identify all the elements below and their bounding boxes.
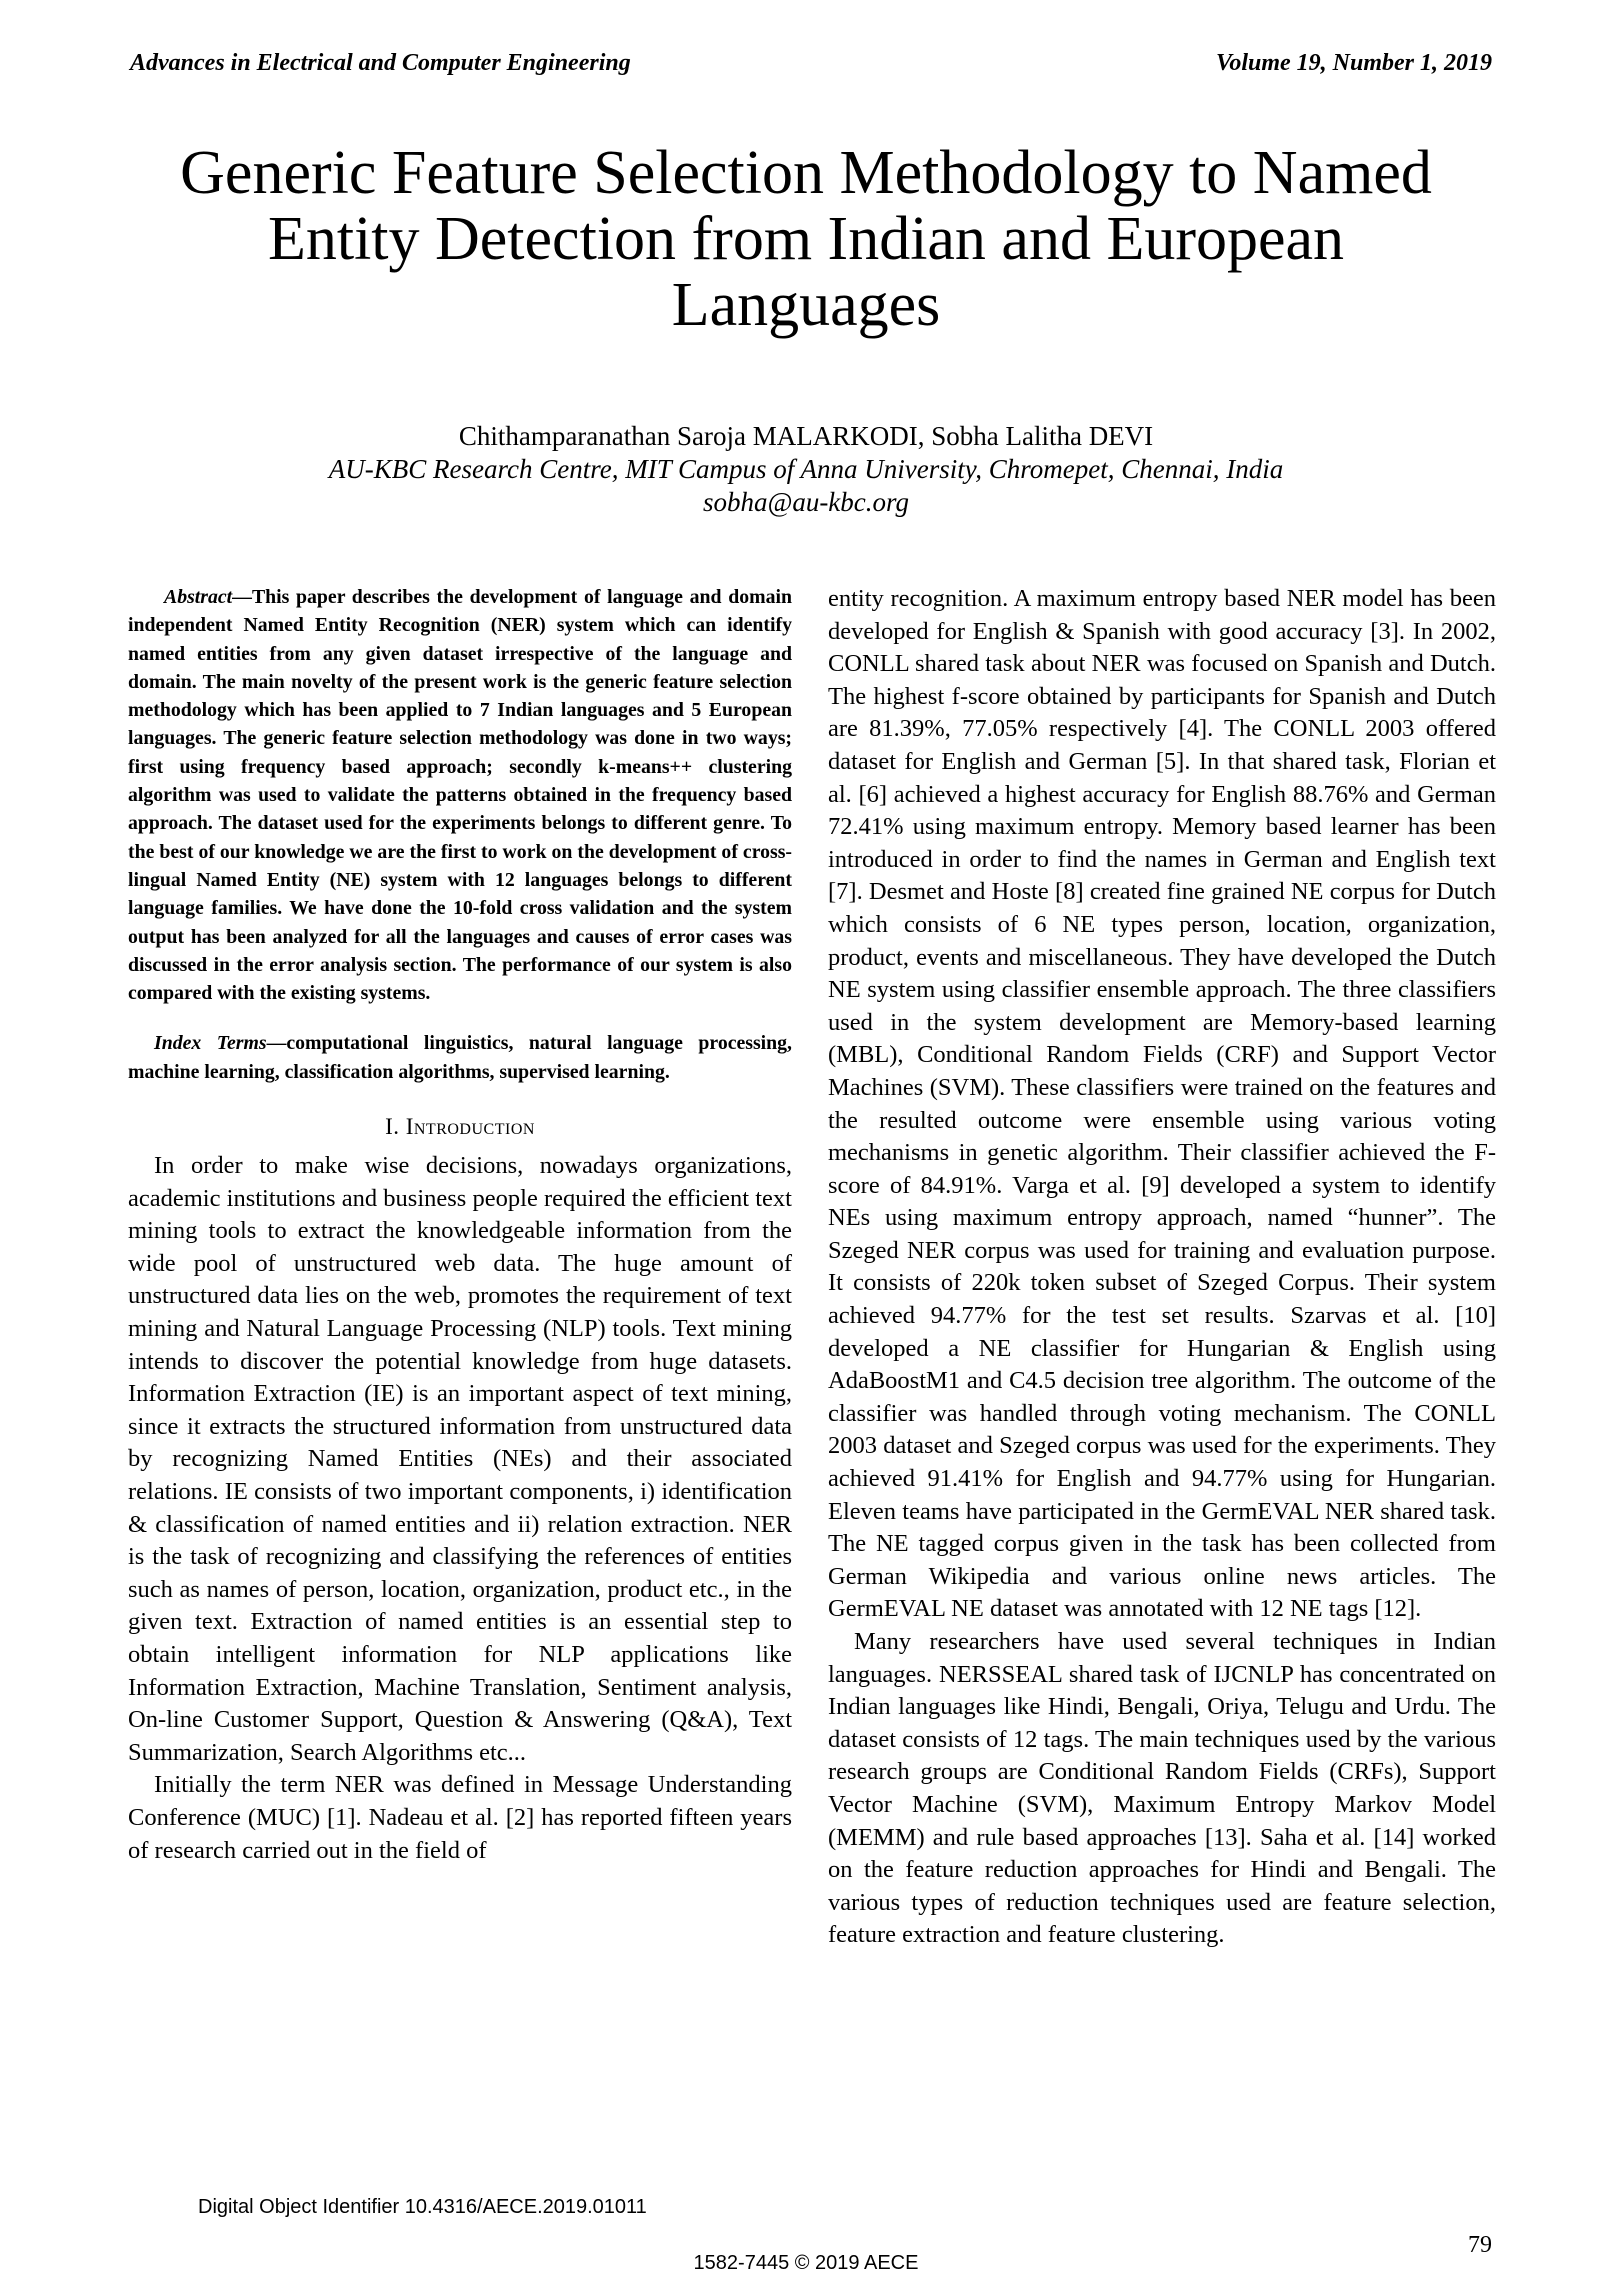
index-terms-lead: Index Terms — [154, 1032, 267, 1055]
author-block — [100, 420, 1512, 519]
issn-footer: 1582-7445 © 2019 AECE — [693, 2252, 919, 2274]
author-names: Chithamparanathan Saroja MALARKODI, Sobha Lalitha DEVI — [458, 421, 1154, 451]
author-affiliation: AU-KBC Research Centre, MIT Campus of Anna University, Chromepet, Chennai, India — [328, 454, 1284, 484]
journal-name: Advances in Electrical and Computer Engineering — [130, 50, 631, 76]
volume-info: Volume 19, Number 1, 2019 — [1215, 50, 1492, 76]
right-paragraph-1: entity recognition. A maximum entropy based NER model has been developed for English & Spanish with good accuracy [3]. In 2002, CONLL shared task about NER was focused on Spanish and Dutch. The highest f-score obtained by participants for Spanish and Dutch are 81.39%, 77.05% respectively [4]. The CONLL 2003 offered dataset for English and German [5]. In that shared task, Florian et al. [6] achieved a highest accuracy for English 88.76% and German 72.41% using maximum entropy. Memory based learner has been introduced in order to find the names in German and English text [7]. Desmet and Hoste [8] created fine grained NE corpus for Dutch which consists of 6 NE types person, location, organization, product, events and miscellaneous. They have developed the Dutch NE system using classifier ensemble approach. The three classifiers used in the system development are Memory-based learning (MBL), Conditional Random Fields (CRF) and Support Vector Machines (SVM). These classifiers were trained on the features and the resulted outcome were ensemble using various voting mechanisms in genetic algorithm. Their classifier achieved the F-score of 84.91%. Varga et al. [9] developed a system to identify NEs using maximum entropy approach, named “hunner”. The Szeged NER corpus was used for training and evaluation purpose. It consists of 220k token subset of Szeged Corpus. Their system achieved 94.77% for the test set results. Szarvas et al. [10] developed a NE classifier for Hungarian & English using AdaBoostM1 and C4.5 decision tree algorithm. The outcome of the classifier was handled through voting mechanism. The CONLL 2003 dataset and Szeged corpus was used for the experiments. They achieved 91.41% for English and 94.77% using for Hungarian. Eleven teams have participated in the GermEVAL NER shared task. The NE tagged corpus given in the task has been collected from German Wikipedia and various online news articles. The GermEVAL NE dataset was annotated with 12 NE tags [12]. — [828, 585, 1496, 1623]
intro-paragraph-2: Initially the term NER was defined in Message Understanding Conference (MUC) [1]. Nadeau et al. [2] has reported fifteen years of research carried out in the field of — [128, 1771, 792, 1864]
right-paragraph-2: Many researchers have used several techniques in Indian languages. NERSSEAL shared task of IJCNLP has concentrated on Indian languages like Hindi, Bengali, Oriya, Telugu and Urdu. The dataset consists of 12 tags. The main techniques used by the various research groups are Conditional Random Fields (CRFs), Support Vector Machine (SVM), Maximum Entropy Markov Model (MEMM) and rule based approaches [13]. Saha et al. [14] worked on the feature reduction approaches for Hindi and Bengali. The various types of reduction techniques used are feature selection, feature extraction and feature clustering. — [828, 1628, 1496, 1949]
abstract — [128, 583, 792, 1007]
intro-paragraph-1: In order to make wise decisions, nowadays organizations, academic institutions and business people required the efficient text mining tools to extract the knowledgeable information from the wide pool of unstructured web data. The huge amount of unstructured data lies on the web, promotes the requirement of text mining and Natural Language Processing (NLP) tools. Text mining intends to discover the potential knowledge from huge datasets. Information Extraction (IE) is an important aspect of text mining, since it extracts the structured information from unstructured data by recognizing Named Entities (NEs) and their associated relations. IE consists of two important components, i) identification & classification of named entities and ii) relation extraction. NER is the task of recognizing and classifying the references of entities such as names of person, location, organization, product etc., in the given text. Extraction of named entities is an essential step to obtain intelligent information for NLP applications like Information Extraction, Machine Translation, Sentiment analysis, On-line Customer Support, Question & Answering (Q&A), Text Summarization, Search Algorithms etc... — [128, 1152, 792, 1766]
page-number: 79 — [1468, 2232, 1492, 2258]
paper-title: Generic Feature Selection Methodology to Named Entity Detection from Indian and European Languages — [180, 139, 1432, 339]
left-column — [128, 583, 792, 1867]
index-terms — [128, 1029, 792, 1086]
abstract-text: —This paper describes the development of language and domain independent Named Entity Recognition (NER) system which can identify named entities from any given dataset irrespective of the language and domain. The main novelty of the present work is the generic feature selection methodology which has been applied to 7 Indian languages and 5 European languages. The generic feature selection methodology was done in two ways; first using frequency based approach; secondly k-means++ clustering algorithm was used to validate the patterns obtained in the frequency based approach. The dataset used for the experiments belongs to different genre. To the best of our knowledge we are the first to work on the development of cross-lingual Named Entity (NE) system with 12 languages belongs to different language families. We have done the 10-fold cross validation and the system output has been analyzed for all the languages and causes of error cases was discussed in the error analysis section. The performance of our system is also compared with the existing systems. — [128, 586, 792, 1005]
section-heading-introduction: I. Introduction — [385, 1114, 535, 1140]
index-terms-text: —computational linguistics, natural language processing, machine learning, classification algorithms, supervised learning. — [128, 1032, 792, 1083]
author-email[interactable]: sobha@au-kbc.org — [702, 487, 910, 517]
abstract-lead: Abstract — [164, 586, 233, 608]
right-column — [828, 583, 1496, 1952]
doi-footer: Digital Object Identifier 10.4316/AECE.2019.01011 — [198, 2196, 647, 2218]
